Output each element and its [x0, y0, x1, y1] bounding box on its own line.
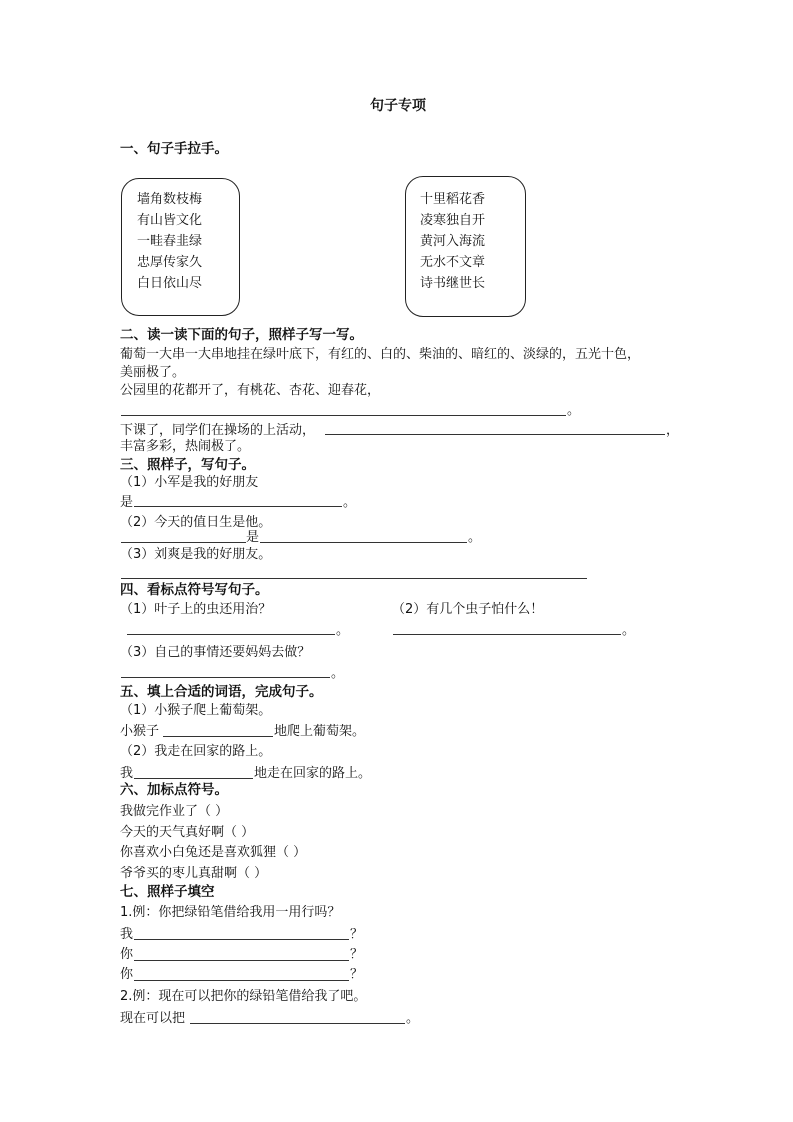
section-4-heading: 四、看标点符号写句子。	[120, 582, 269, 598]
answer-line[interactable]	[325, 434, 665, 435]
answer-start: 你	[120, 947, 134, 962]
punctuation-item: 爷爷买的枣儿真甜啊（ ）	[120, 866, 268, 881]
question-2-2: 下课了，同学们在操场的上活动，	[120, 423, 316, 438]
answer-line[interactable]	[163, 736, 273, 737]
answer-start: 小猴子	[120, 724, 160, 739]
question-4-2: （2）有几个虫子怕什么！	[392, 602, 544, 617]
question-mark: ？	[350, 927, 364, 942]
right-phrase: 十里稻花香	[420, 192, 486, 207]
answer-end: 地爬上葡萄架。	[274, 724, 366, 739]
answer-mid: 是	[246, 530, 260, 545]
period: 。	[622, 623, 636, 638]
answer-start: 我	[120, 766, 134, 781]
punctuation-item: 我做完作业了（ ）	[120, 804, 229, 819]
example-sentence-line-1: 葡萄一大串一大串地挂在绿叶底下，有红的、白的、柴油的、暗红的、淡绿的，五光十色，	[120, 347, 641, 362]
answer-line[interactable]	[134, 506, 342, 507]
answer-start: 我	[120, 927, 134, 942]
question-5-1: （1）小猴子爬上葡萄架。	[120, 703, 272, 718]
answer-start: 你	[120, 967, 134, 982]
period: 。	[567, 403, 581, 418]
punctuation-item: 今天的天气真好啊（ ）	[120, 825, 255, 840]
question-3-3: （3）刘爽是我的好朋友。	[120, 547, 272, 562]
question-4-1: （1）叶子上的虫还用治？	[120, 602, 272, 617]
example-7-1: 1.例：你把绿铅笔借给我用一用行吗？	[120, 905, 341, 920]
section-6-heading: 六、加标点符号。	[120, 782, 228, 798]
left-phrase: 忠厚传家久	[137, 255, 203, 270]
question-3-2: （2）今天的值日生是他。	[120, 515, 272, 530]
example-7-2: 2.例：现在可以把你的绿铅笔借给我了吧。	[120, 989, 367, 1004]
period: 。	[468, 530, 482, 545]
answer-line[interactable]	[121, 677, 330, 678]
answer-line[interactable]	[121, 578, 587, 579]
section-7-heading: 七、照样子填空	[120, 884, 215, 900]
period: 。	[406, 1011, 420, 1026]
example-sentence-line-2: 美丽极了。	[120, 365, 186, 380]
right-phrase: 凌寒独自开	[420, 213, 486, 228]
punctuation-item: 你喜欢小白兔还是喜欢狐狸（ ）	[120, 845, 307, 860]
answer-line[interactable]	[190, 1023, 405, 1024]
right-phrase: 无水不文章	[420, 255, 486, 270]
question-5-2: （2）我走在回家的路上。	[120, 744, 272, 759]
answer-line[interactable]	[134, 939, 349, 940]
left-phrase: 一畦春韭绿	[137, 234, 203, 249]
answer-line[interactable]	[393, 634, 621, 635]
left-phrase: 墙角数枝梅	[137, 192, 203, 207]
question-2-2-continued: 丰富多彩，热闹极了。	[120, 439, 251, 454]
answer-line[interactable]	[260, 542, 467, 543]
comma: ，	[666, 423, 680, 438]
period: 。	[343, 495, 357, 510]
answer-line[interactable]	[121, 542, 246, 543]
section-3-heading: 三、照样子，写句子。	[120, 457, 255, 473]
section-5-heading: 五、填上合适的词语，完成句子。	[120, 684, 323, 700]
left-phrase: 有山皆文化	[137, 213, 203, 228]
answer-start: 现在可以把	[120, 1011, 186, 1026]
right-phrase: 诗书继世长	[420, 276, 486, 291]
section-2-heading: 二、读一读下面的句子，照样子写一写。	[120, 327, 363, 343]
question-3-1: （1）小军是我的好朋友	[120, 475, 259, 490]
question-4-3: （3）自己的事情还要妈妈去做？	[120, 645, 311, 660]
answer-line[interactable]	[121, 415, 566, 416]
question-mark: ？	[350, 967, 364, 982]
period: 。	[336, 623, 350, 638]
answer-line[interactable]	[127, 634, 335, 635]
right-phrase-box	[405, 176, 526, 317]
page-title: 句子专项	[370, 98, 426, 114]
answer-prefix: 是	[120, 495, 134, 510]
left-phrase: 白日依山尽	[137, 276, 203, 291]
answer-line[interactable]	[134, 960, 349, 961]
question-2-1: 公园里的花都开了，有桃花、杏花、迎春花，	[120, 383, 381, 398]
right-phrase: 黄河入海流	[420, 234, 486, 249]
answer-end: 地走在回家的路上。	[254, 766, 372, 781]
period: 。	[331, 666, 345, 681]
left-phrase-box	[121, 178, 240, 316]
section-1-heading: 一、句子手拉手。	[120, 141, 228, 157]
answer-line[interactable]	[134, 980, 349, 981]
answer-line[interactable]	[134, 778, 253, 779]
question-mark: ？	[350, 947, 364, 962]
